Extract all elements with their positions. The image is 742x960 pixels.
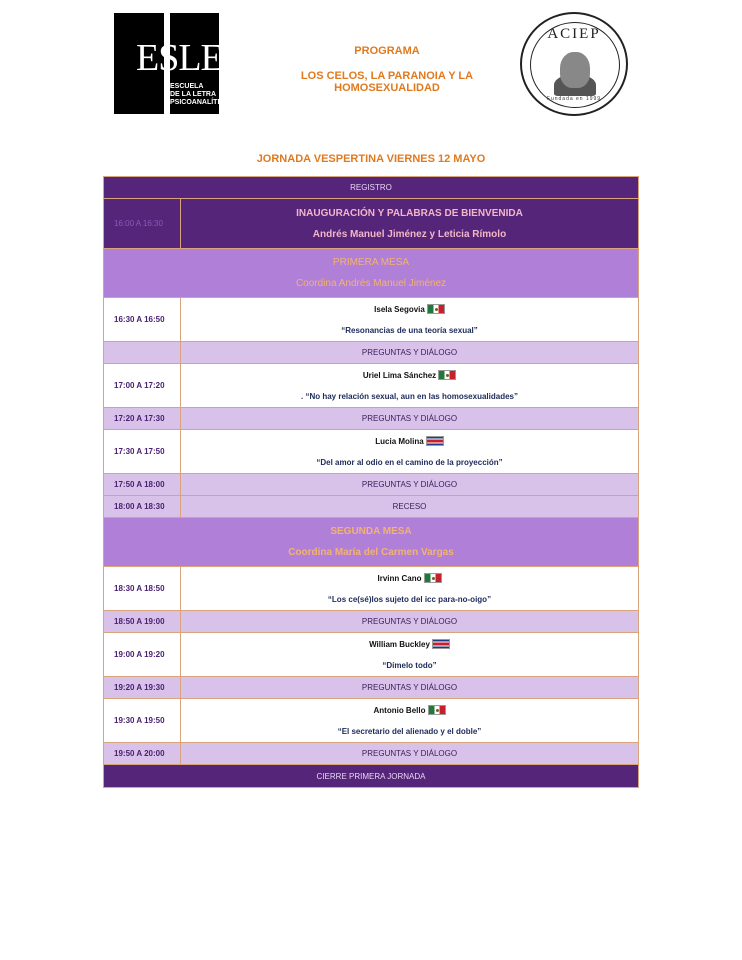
mexico-flag-icon — [428, 705, 446, 715]
speaker: Isela Segovia — [374, 304, 445, 314]
logo-subtext: Fundada en 1999 — [546, 96, 602, 102]
table-row — [104, 364, 638, 408]
content-cell — [181, 364, 638, 407]
table-row — [104, 408, 638, 430]
speaker: Irvinn Cano — [377, 573, 441, 583]
aciep-logo — [520, 12, 628, 116]
content-cell: PREGUNTAS Y DIÁLOGO — [361, 414, 458, 423]
time-cell: 18:00 A 18:30 — [104, 496, 181, 517]
mesa-coordinator: Coordina María del Carmen Vargas — [288, 547, 454, 558]
logo-subtext: ESCUELA DE LA LETRA PSICOANALÍTICA — [170, 83, 230, 106]
inauguration-title: INAUGURACIÓN Y PALABRAS DE BIENVENIDA — [296, 207, 523, 219]
content-cell — [181, 633, 638, 676]
time-cell: 17:50 A 18:00 — [104, 474, 181, 495]
eslep-logo — [114, 13, 255, 114]
closing-label: CIERRE PRIMERA JORNADA — [316, 771, 426, 781]
time-cell: 17:00 A 17:20 — [104, 364, 181, 407]
speaker: Antonio Bello — [374, 705, 446, 715]
logo-text: ACIEP — [547, 26, 601, 42]
content-cell — [181, 430, 638, 473]
portrait-icon — [560, 52, 590, 88]
talk-title: “Dímelo todo” — [382, 661, 437, 670]
content-cell: PREGUNTAS Y DIÁLOGO — [361, 749, 458, 758]
program-label: PROGRAMA — [354, 45, 420, 57]
table-row — [104, 633, 638, 677]
registro-label: REGISTRO — [350, 183, 392, 192]
table-row — [104, 765, 638, 787]
content-cell — [181, 567, 638, 610]
content-cell: PREGUNTAS Y DIÁLOGO — [361, 617, 458, 626]
time-cell — [104, 342, 181, 363]
table-row — [104, 699, 638, 743]
costa-rica-flag-icon — [426, 436, 444, 446]
program-table — [103, 176, 639, 788]
speaker: William Buckley — [369, 639, 450, 649]
time-cell: 19:30 A 19:50 — [104, 699, 181, 742]
costa-rica-flag-icon — [432, 639, 450, 649]
time-cell: 19:00 A 19:20 — [104, 633, 181, 676]
speaker: Uriel Lima Sánchez — [363, 370, 456, 380]
mexico-flag-icon — [427, 304, 445, 314]
talk-title: “Resonancias de una teoría sexual” — [341, 326, 478, 335]
table-row — [104, 743, 638, 765]
mesa-title: PRIMERA MESA — [332, 257, 410, 268]
content-cell: PREGUNTAS Y DIÁLOGO — [361, 348, 458, 357]
time-cell: 17:30 A 17:50 — [104, 430, 181, 473]
content-cell: RECESO — [392, 502, 427, 511]
table-row — [104, 342, 638, 364]
mesa-header — [104, 249, 638, 297]
table-row — [104, 677, 638, 699]
mesa-header — [104, 518, 638, 566]
time-cell: 17:20 A 17:30 — [104, 408, 181, 429]
table-row — [104, 518, 638, 567]
time-cell: 16:30 A 16:50 — [104, 298, 181, 341]
content-cell: PREGUNTAS Y DIÁLOGO — [361, 683, 458, 692]
table-row — [104, 199, 638, 249]
time-cell: 19:50 A 20:00 — [104, 743, 181, 764]
program-title: LOS CELOS, LA PARANOIA Y LA HOMOSEXUALIDAD — [300, 70, 474, 94]
mexico-flag-icon — [438, 370, 456, 380]
talk-title: “Los ce(sé)los sujeto del icc para-no-oigo” — [327, 595, 492, 604]
table-row — [104, 611, 638, 633]
logo-text: ESLEP — [136, 37, 243, 79]
inauguration-names: Andrés Manuel Jiménez y Leticia Rímolo — [312, 228, 507, 240]
content-cell — [181, 199, 638, 248]
time-cell: 18:50 A 19:00 — [104, 611, 181, 632]
talk-title: “El secretario del alienado y el doble” — [337, 727, 482, 736]
time-cell: 18:30 A 18:50 — [104, 567, 181, 610]
table-row — [104, 567, 638, 611]
speaker: Lucia Molina — [375, 436, 443, 446]
mesa-title: SEGUNDA MESA — [330, 526, 412, 537]
table-row — [104, 249, 638, 298]
content-cell: PREGUNTAS Y DIÁLOGO — [361, 480, 458, 489]
table-row — [104, 430, 638, 474]
mexico-flag-icon — [424, 573, 442, 583]
jornada-heading: JORNADA VESPERTINA VIERNES 12 MAYO — [256, 153, 486, 165]
table-row — [104, 474, 638, 496]
mesa-coordinator: Coordina Andrés Manuel Jiménez — [295, 278, 447, 289]
table-row — [104, 496, 638, 518]
table-row — [104, 177, 638, 199]
time-cell: 16:00 A 16:30 — [104, 199, 181, 248]
talk-title: “Del amor al odio en el camino de la proyección” — [316, 458, 503, 467]
content-cell — [181, 298, 638, 341]
content-cell — [181, 699, 638, 742]
table-row — [104, 298, 638, 342]
time-cell: 19:20 A 19:30 — [104, 677, 181, 698]
talk-title: . “No hay relación sexual, aun en las homosexualidades” — [301, 392, 518, 401]
